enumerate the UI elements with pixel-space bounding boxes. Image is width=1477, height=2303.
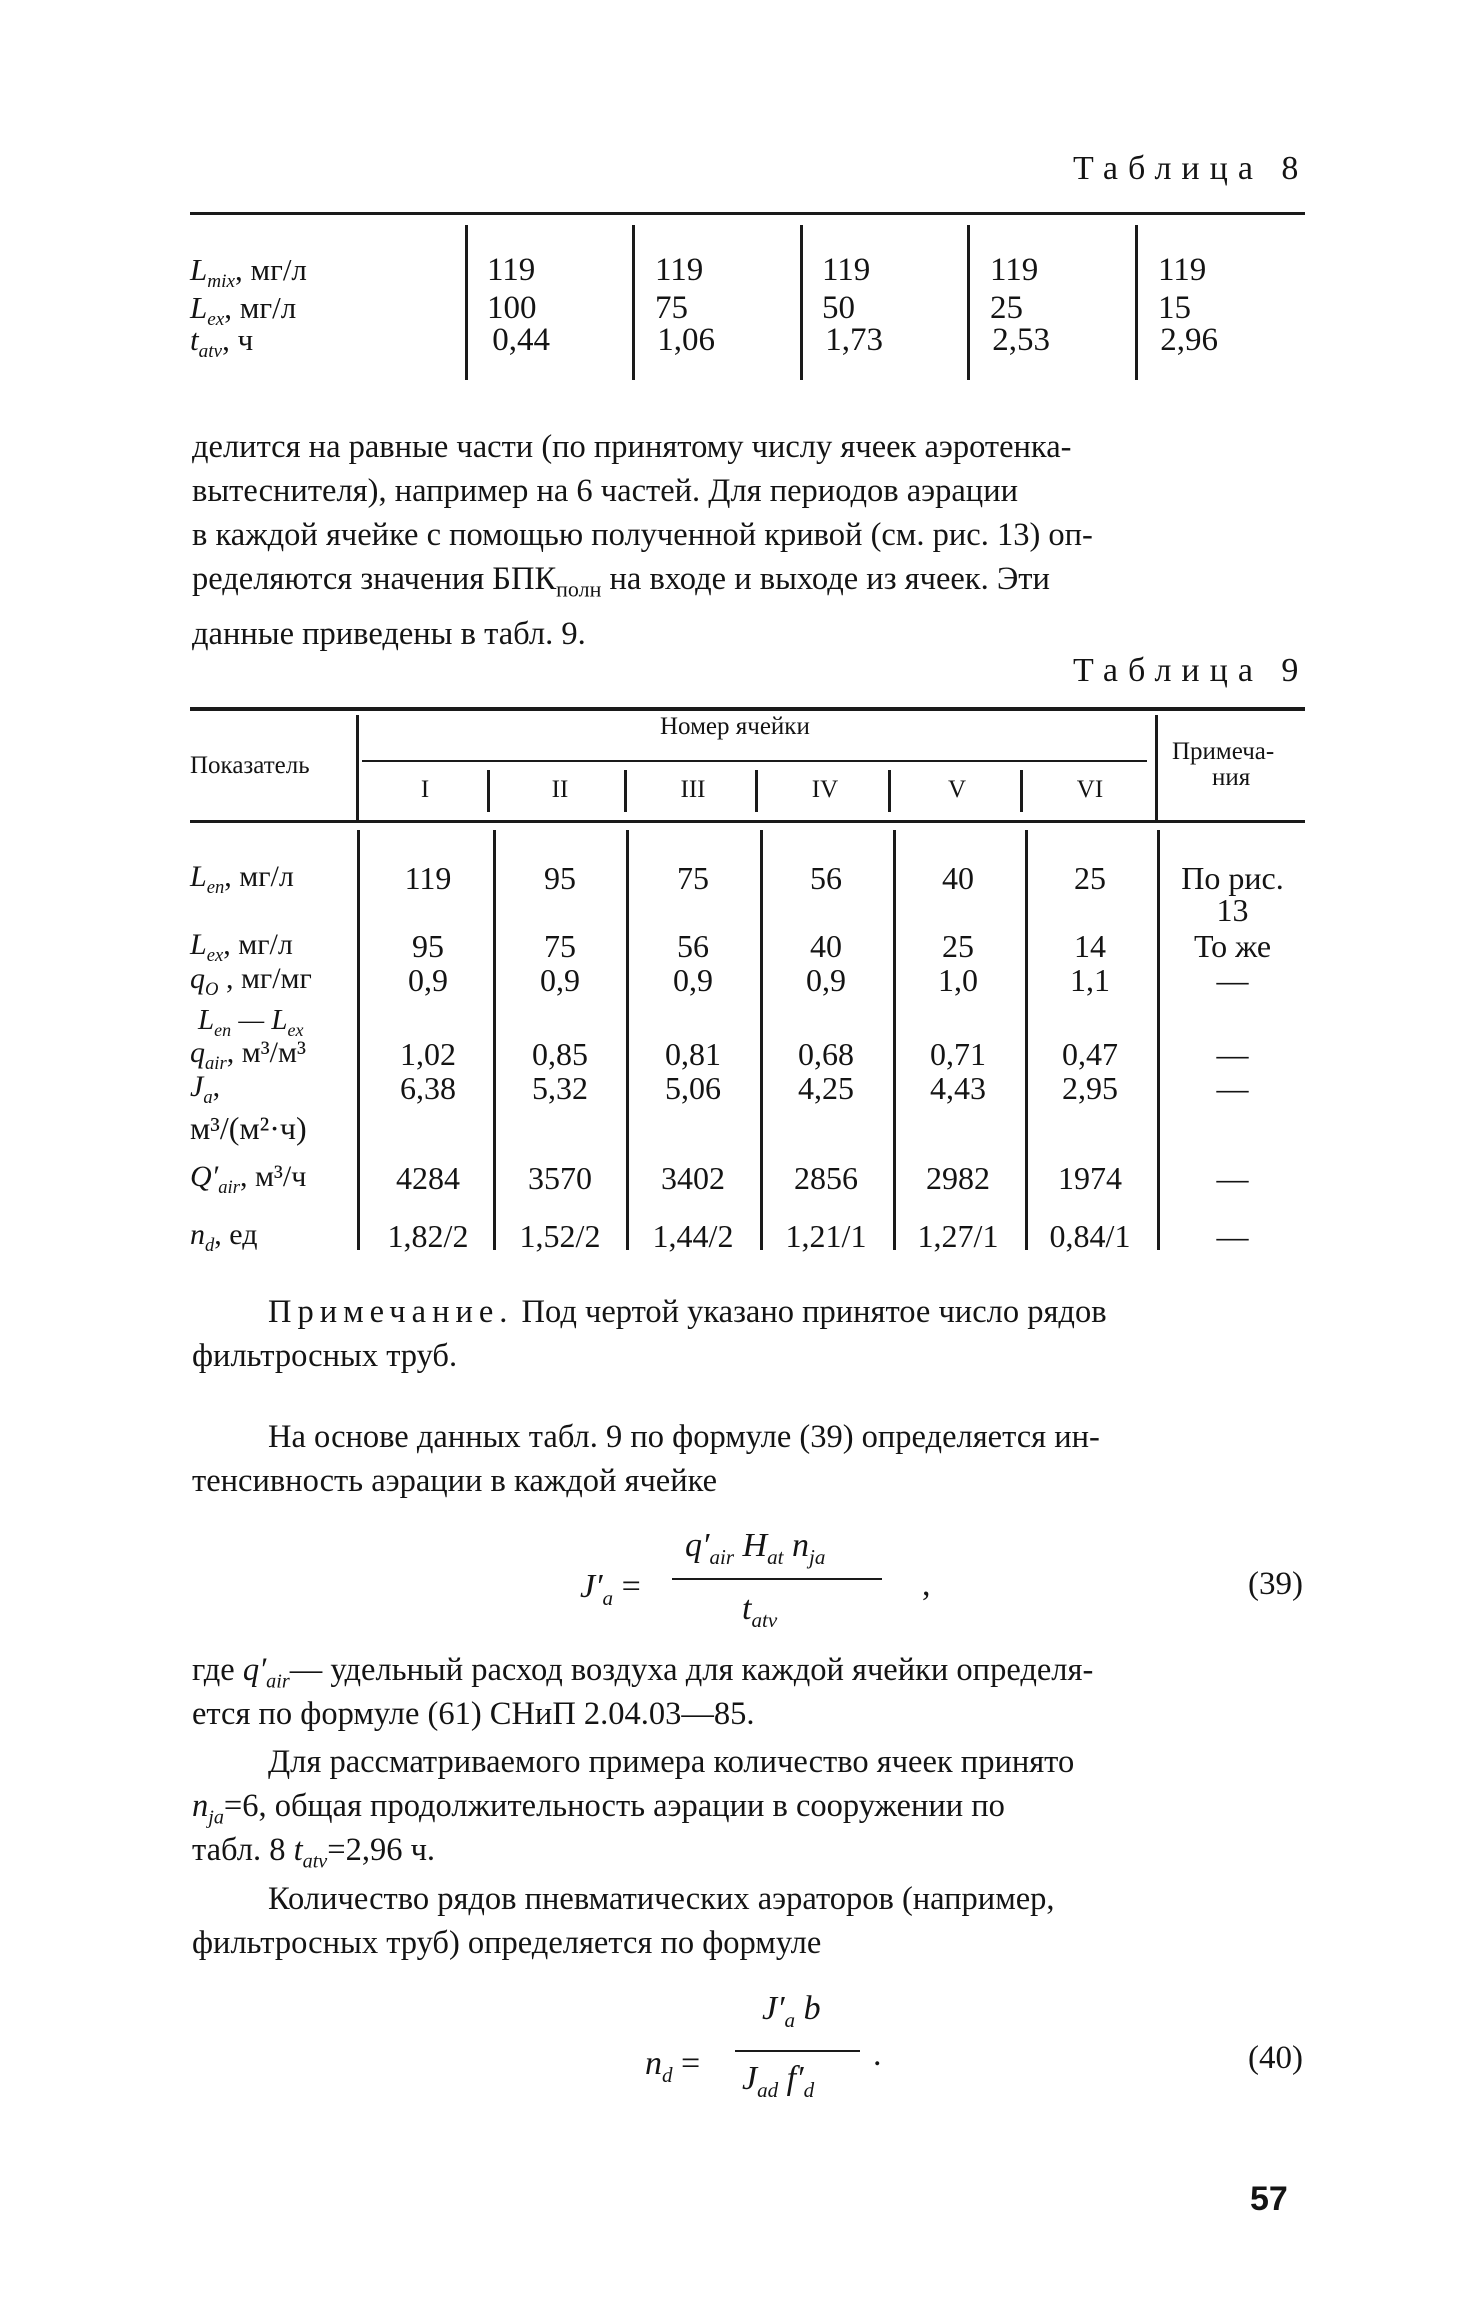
symbol: n xyxy=(645,2045,662,2082)
table9-cell: 0,9 xyxy=(540,962,580,998)
unit: , м³/м³ xyxy=(226,1036,306,1069)
text-line: ется по формуле (61) СНиП 2.04.03—85. xyxy=(192,1696,755,1732)
symbol: n xyxy=(190,1218,205,1251)
table9-cell: 75 xyxy=(544,928,576,964)
formula-40-numerator xyxy=(762,1990,821,2033)
table9-cell: 1,52/2 xyxy=(519,1218,601,1254)
unit: , xyxy=(212,1070,221,1103)
table9-column-header: I xyxy=(420,776,430,803)
text-span: табл. 8 xyxy=(192,1832,294,1868)
table9-column-header: II xyxy=(551,776,569,803)
fraction-bar xyxy=(735,2050,860,2052)
subscript: d xyxy=(205,1235,215,1256)
table9-divider xyxy=(357,830,360,1250)
text-line: вытеснителя), например на 6 частей. Для периодов аэрации xyxy=(192,473,1018,509)
symbol: q xyxy=(190,962,205,995)
text-line: делится на равные части (по принятому числу ячеек аэротенка- xyxy=(192,429,1072,465)
table9-cell: 0,84/1 xyxy=(1049,1218,1131,1254)
table9-ja-unit: м³/(м²·ч) xyxy=(190,1110,307,1146)
subscript: en xyxy=(214,1019,232,1040)
unit: , мг/л xyxy=(224,860,294,893)
table9-divider xyxy=(888,770,891,812)
text-line: Для рассматриваемого примера количество ячеек принято xyxy=(268,1744,1075,1780)
table9-header-group: Номер ячейки xyxy=(660,713,810,740)
table8-cell: 119 xyxy=(990,252,1039,288)
symbol: J′ xyxy=(762,1990,785,2027)
subscript: d xyxy=(662,2062,673,2087)
subscript: O xyxy=(205,979,219,1000)
table9-cell: 56 xyxy=(677,928,709,964)
formula-40-lhs xyxy=(645,2045,700,2088)
table9-note-cell: — xyxy=(1216,1036,1249,1072)
text-line xyxy=(192,557,1093,612)
formula-40-tail: . xyxy=(873,2036,882,2073)
subscript: ex xyxy=(287,1019,304,1040)
subscript: at xyxy=(767,1544,784,1569)
table9-cell: 5,06 xyxy=(665,1070,721,1106)
table8-cell: 15 xyxy=(1158,290,1191,326)
table9-cell: 0,71 xyxy=(930,1036,986,1072)
table9-divider xyxy=(487,770,490,812)
unit: , м³/ч xyxy=(239,1160,307,1193)
table9-cell: 1,27/1 xyxy=(917,1218,999,1254)
subscript: a xyxy=(602,1585,614,1610)
table9-header-rule xyxy=(190,820,1305,823)
symbol: n xyxy=(792,1527,810,1564)
text-line xyxy=(192,1828,435,1884)
table9-cell: 0,9 xyxy=(408,962,448,998)
table9-column-header: IV xyxy=(811,776,839,803)
table9-divider xyxy=(755,770,758,812)
formula-40-number: (40) xyxy=(1248,2040,1303,2076)
table9-cell: 119 xyxy=(404,860,452,896)
formula-40-denominator xyxy=(742,2060,814,2103)
table9-divider xyxy=(1155,715,1158,820)
text-span: =2,96 ч. xyxy=(327,1832,436,1868)
table9-cell: 0,68 xyxy=(798,1036,854,1072)
symbol: b xyxy=(803,1990,821,2027)
table9-header-indicator: Показатель xyxy=(190,752,310,779)
subscript: a xyxy=(784,2007,796,2032)
formula-39-denominator xyxy=(742,1590,777,1633)
table9-cell: 1,44/2 xyxy=(652,1218,734,1254)
table9-divider xyxy=(1020,770,1023,812)
formula-39-numerator xyxy=(685,1527,825,1570)
table9-column-header: VI xyxy=(1076,776,1104,803)
table9-column-header: V xyxy=(947,776,967,803)
text-line: в каждой ячейке с помощью полученной кривой (см. рис. 13) оп- xyxy=(192,517,1093,553)
symbol: J xyxy=(742,2060,758,2097)
unit: , мг/л xyxy=(223,928,293,961)
subscript: atv xyxy=(751,1607,778,1632)
table8-cell: 1,73 xyxy=(825,322,883,358)
table8-divider xyxy=(800,225,803,380)
table8-cell: 119 xyxy=(822,252,871,288)
table8-divider xyxy=(465,225,468,380)
table9-cell: 1,1 xyxy=(1070,962,1110,998)
symbol: J xyxy=(190,1070,204,1103)
table8-divider xyxy=(967,225,970,380)
text-span: ределяются значения БПК xyxy=(192,561,557,597)
table8-divider xyxy=(1135,225,1138,380)
text-line: фильтросных труб) определяется по формуле xyxy=(192,1925,822,1961)
table9-note-cell: То же xyxy=(1193,928,1272,964)
table9-top-rule xyxy=(190,707,1305,711)
table9-cell: 4284 xyxy=(396,1160,460,1196)
table9-row-label xyxy=(190,1160,306,1199)
subscript: ad xyxy=(757,2077,779,2102)
table9-note-cell: — xyxy=(1216,1160,1249,1196)
paragraph xyxy=(192,425,1093,656)
symbol: q xyxy=(190,1036,205,1069)
table9-divider xyxy=(624,770,627,812)
table9-row-label xyxy=(190,962,312,1001)
table8-row-label xyxy=(190,252,307,293)
text-line: тенсивность аэрации в каждой ячейке xyxy=(192,1463,718,1499)
symbol: n xyxy=(192,1788,209,1824)
symbol: = xyxy=(621,1568,641,1605)
text-span: — L xyxy=(231,1004,288,1036)
table9-cell: 75 xyxy=(677,860,709,896)
subscript: ja xyxy=(208,1806,224,1829)
symbol: Q′ xyxy=(190,1160,219,1193)
table9-cell: 0,47 xyxy=(1062,1036,1118,1072)
symbol: = xyxy=(681,2045,701,2082)
table9-caption: Таблица 9 xyxy=(1073,652,1309,689)
table9-cell: 2,95 xyxy=(1062,1070,1118,1106)
symbol: L xyxy=(190,252,208,287)
table8-cell: 119 xyxy=(1158,252,1207,288)
subscript: mix xyxy=(207,271,235,293)
text-span: =6, общая продолжительность аэрации в сооружении по xyxy=(223,1788,1005,1824)
subscript: atv xyxy=(198,341,223,363)
table9-note-cell: 13 xyxy=(1216,892,1249,928)
table9-note-cell: — xyxy=(1216,962,1249,998)
table9-cell: 0,85 xyxy=(532,1036,588,1072)
table9-header-note: ния xyxy=(1212,764,1251,791)
table9-row-label xyxy=(190,1070,220,1109)
unit: , мг/л xyxy=(224,290,297,325)
text-span: на входе и выходе из ячеек. Эти xyxy=(601,561,1050,597)
table8-cell: 100 xyxy=(487,290,537,326)
unit: , ед xyxy=(214,1218,258,1251)
table9-cell: 4,43 xyxy=(930,1070,986,1106)
text-span: L xyxy=(198,1004,215,1036)
table8-cell: 50 xyxy=(822,290,855,326)
symbol: f′ xyxy=(786,2060,804,2097)
symbol: t xyxy=(293,1832,303,1868)
symbol: H xyxy=(742,1527,768,1564)
table9-cell: 6,38 xyxy=(400,1070,456,1106)
table9-cell: 4,25 xyxy=(798,1070,854,1106)
table9-cell: 2982 xyxy=(926,1160,990,1196)
page-number: 57 xyxy=(1250,2180,1288,2218)
note-word: Примечание. xyxy=(268,1294,514,1330)
table9-divider xyxy=(356,715,359,820)
subscript: a xyxy=(203,1087,213,1108)
subscript: ja xyxy=(809,1544,826,1569)
text-line: Количество рядов пневматических аэраторов (например, xyxy=(268,1881,1055,1917)
table9-row-label xyxy=(190,860,294,899)
table9-note-cell: — xyxy=(1216,1070,1249,1106)
table9-cell: 14 xyxy=(1074,928,1106,964)
table9-column-header: III xyxy=(680,776,706,803)
table9-cell: 1,0 xyxy=(938,962,978,998)
subscript: полн xyxy=(556,576,602,602)
table9-cell: 3570 xyxy=(528,1160,592,1196)
formula-39-number: (39) xyxy=(1248,1566,1303,1602)
table9-note-cell: — xyxy=(1216,1218,1249,1254)
table8-caption: Таблица 8 xyxy=(1073,150,1309,187)
table9-cell: 1974 xyxy=(1058,1160,1122,1196)
table8-cell: 119 xyxy=(655,252,704,288)
table8-cell: 119 xyxy=(487,252,536,288)
text-span: Под чертой указано принятое число рядов xyxy=(513,1294,1107,1330)
table9-cell: 1,82/2 xyxy=(387,1218,469,1254)
symbol: L xyxy=(190,860,207,893)
subscript: air xyxy=(205,1053,227,1074)
table9-cell: 95 xyxy=(412,928,444,964)
table8-cell: 2,96 xyxy=(1160,322,1218,358)
formula-39-tail: , xyxy=(922,1566,931,1603)
table8-divider xyxy=(632,225,635,380)
text-line: На основе данных табл. 9 по формуле (39) определяется ин- xyxy=(268,1419,1100,1455)
text-span: — удельный расход воздуха для каждой ячейки определя- xyxy=(289,1652,1094,1688)
table9-cell: 56 xyxy=(810,860,842,896)
table9-cell: 0,81 xyxy=(665,1036,721,1072)
table9-cell: 40 xyxy=(810,928,842,964)
table9-row-label xyxy=(190,1218,257,1257)
subscript: air xyxy=(709,1544,735,1569)
table9-cell: 40 xyxy=(942,860,974,896)
table9-cell: 25 xyxy=(942,928,974,964)
table9-cell: 1,21/1 xyxy=(785,1218,867,1254)
subscript: ex xyxy=(206,945,224,966)
table9-cell: 0,9 xyxy=(806,962,846,998)
table9-cell: 3402 xyxy=(661,1160,725,1196)
symbol: J′ xyxy=(580,1568,603,1605)
subscript: air xyxy=(218,1177,240,1198)
table8-cell: 25 xyxy=(990,290,1023,326)
symbol: L xyxy=(190,290,208,325)
table9-note-cell: По рис. xyxy=(1181,860,1284,896)
unit: , мг/мг xyxy=(218,962,312,995)
table9-cell: 95 xyxy=(544,860,576,896)
unit: , ч xyxy=(222,322,254,357)
table8-row-label xyxy=(190,322,253,363)
table8-cell: 0,44 xyxy=(492,322,550,358)
subscript: d xyxy=(803,2077,815,2102)
table9-cell: 5,32 xyxy=(532,1070,588,1106)
note-line: фильтросных труб. xyxy=(192,1338,458,1374)
table8-cell: 75 xyxy=(655,290,688,326)
unit: , мг/л xyxy=(234,252,307,287)
text-span: где xyxy=(192,1652,243,1688)
symbol: t xyxy=(742,1590,752,1627)
table9-cell: 25 xyxy=(1074,860,1106,896)
subscript: ex xyxy=(207,309,225,331)
table8-top-rule xyxy=(190,212,1305,215)
table9-cell: 2856 xyxy=(794,1160,858,1196)
fraction-bar xyxy=(672,1578,882,1580)
table9-header-note: Примеча- xyxy=(1172,738,1275,765)
subscript: air xyxy=(266,1670,290,1693)
formula-39-lhs xyxy=(580,1568,641,1611)
table9-cell: 0,9 xyxy=(673,962,713,998)
subscript: atv xyxy=(302,1850,328,1873)
table9-cell: 1,02 xyxy=(400,1036,456,1072)
subscript: en xyxy=(206,877,225,898)
table8-cell: 1,06 xyxy=(657,322,715,358)
symbol: q′ xyxy=(685,1527,710,1564)
text-line: данные приведены в табл. 9. xyxy=(192,615,586,652)
symbol: t xyxy=(190,322,199,357)
table8-cell: 2,53 xyxy=(992,322,1050,358)
table9-group-rule xyxy=(362,760,1147,762)
note-line xyxy=(268,1290,1107,1334)
table9-ratio-label xyxy=(198,1004,303,1041)
symbol: L xyxy=(190,928,207,961)
symbol: q′ xyxy=(242,1652,267,1688)
